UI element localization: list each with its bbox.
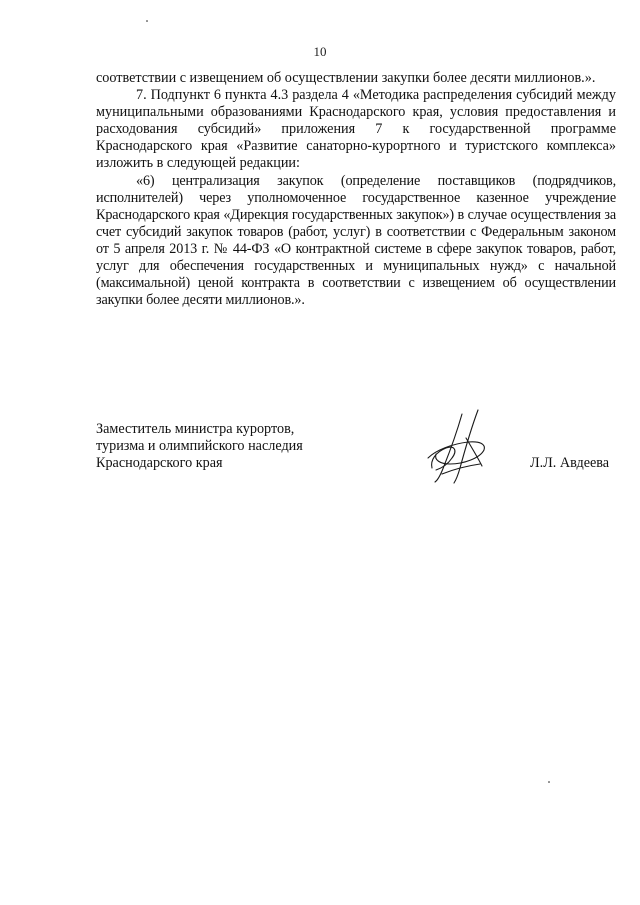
continuation-paragraph: соответствии с извещением об осуществлении закупки более десяти миллионов.». [96, 70, 596, 86]
quoted-subparagraph-6: «6) централизация закупок (определение поставщиков (подрядчиков, исполнителей) через уполномоченное государственное казенное учреждение Краснодарского края «Дирекция государственных закупок») в случае осуществления за счет субсидий закупок товаров (работ, услуг) в соответствии с Федеральным законом от 5 апреля 2013 г. № 44-ФЗ «О контрактной системе в сфере закупок товаров, работ, услуг для обеспечения государственных и муниципальных нужд» с начальной (максимальной) ценой контракта в соответствии с извещением об осуществлении закупки более десяти миллионов.». [96, 172, 616, 309]
signatory-position [96, 421, 303, 472]
item-7-paragraph: 7. Подпункт 6 пункта 4.3 раздела 4 «Методика распределения субсидий между муниципальными образованиями Краснодарского края, условия предоставления и расходования субсидий» приложения 7 к государственной программе Краснодарского края «Развитие санаторно-курортного и туристского комплекса» изложить в следующей редакции: [96, 87, 616, 172]
signatory-name: Л.Л. Авдеева [530, 455, 610, 471]
signature-stroke [454, 410, 478, 483]
position-line: туризма и олимпийского наследия [96, 438, 303, 455]
position-line: Краснодарского края [96, 455, 223, 472]
document-body [96, 70, 616, 309]
position-line: Заместитель министра курортов, [96, 421, 295, 437]
page-number: 10 [313, 44, 327, 59]
signature-stroke [428, 442, 484, 464]
scan-speck [146, 20, 148, 22]
scan-speck [548, 781, 550, 783]
signature-stroke [432, 447, 455, 470]
handwritten-signature [422, 408, 494, 488]
